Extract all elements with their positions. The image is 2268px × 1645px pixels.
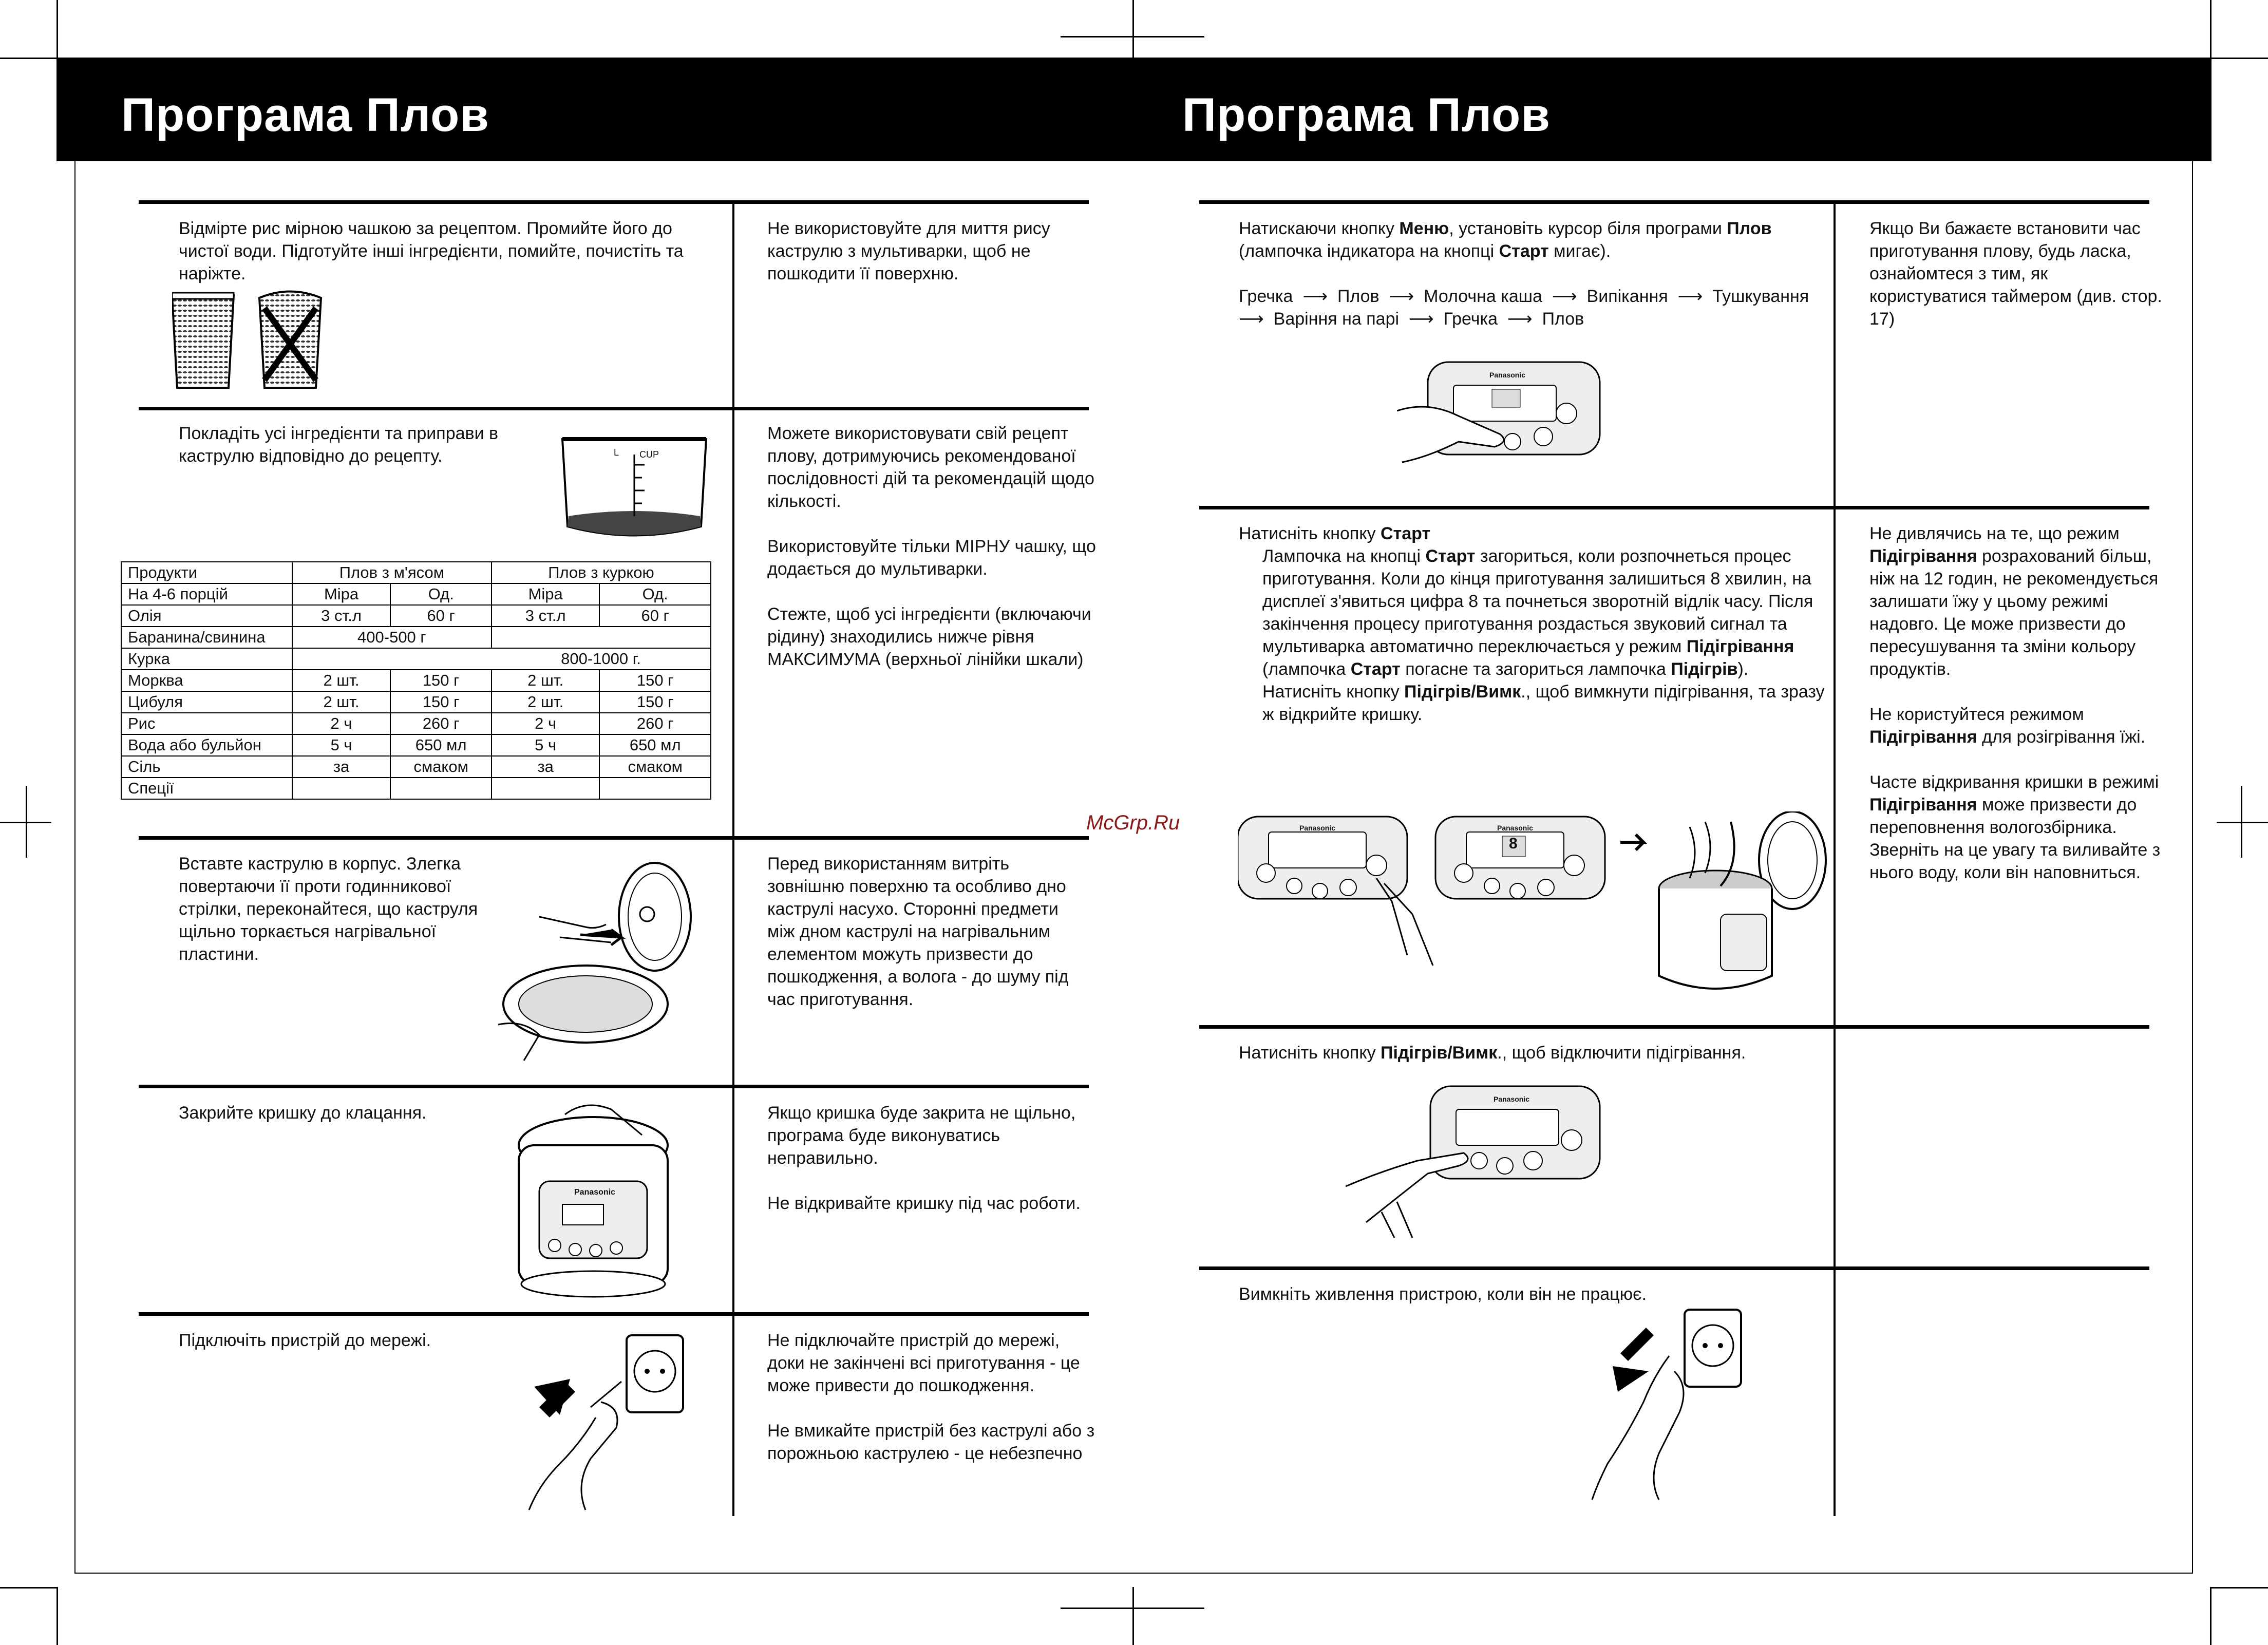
page-frame	[2192, 161, 2193, 1574]
step-text: Вставте каструлю в корпус. Злегка повертаючи її проти годинникової стрілки, переконайтеся, що каструля щільно торкається нагрівальної пластини.	[179, 854, 478, 964]
crop-mark	[1132, 1587, 1134, 1645]
text-run: Не дивлячись на те, що режим	[1869, 524, 2120, 543]
step-text	[1239, 1042, 1829, 1064]
table-cell: 60 г	[390, 605, 492, 627]
table-row	[121, 605, 711, 627]
table-cell: смаком	[599, 756, 711, 778]
table-cell: 5 ч	[492, 734, 599, 756]
table-row	[121, 627, 711, 648]
table-row	[121, 756, 711, 778]
arrow-icon: ⟶	[1547, 287, 1582, 306]
button-name: Старт	[1425, 546, 1476, 566]
note-paragraph	[1869, 703, 2162, 748]
table-cell: 260 г	[390, 713, 492, 734]
mode-name: Підігрівання	[1686, 637, 1794, 656]
pot-with-scale-illustration	[557, 434, 711, 542]
program-item: Випікання	[1586, 287, 1668, 306]
table-cell: Цибуля	[121, 691, 292, 713]
table-cell: 3 ст.л	[492, 605, 599, 627]
button-name: Підігрів/Вимк	[1404, 682, 1521, 702]
section-rule	[1199, 1025, 2149, 1029]
insert-pot-illustration	[493, 855, 709, 1071]
brand-label: Panasonic	[1489, 371, 1526, 379]
crop-mark	[1132, 0, 1134, 58]
note-paragraph: Стежте, щоб усі інгредієнти (включаючи рідину) знаходились нижче рівня МАКСИМУМА (верхньої лінійки шкали)	[767, 604, 1091, 669]
step-text: Вимкніть живлення пристрою, коли він не працює.	[1239, 1284, 1647, 1304]
crop-mark	[2212, 58, 2268, 59]
text-run: ., щоб відключити підігрівання.	[1497, 1043, 1746, 1063]
crop-mark	[2210, 1587, 2212, 1645]
table-cell: 650 мл	[390, 734, 492, 756]
arrow-icon: ⟶	[1404, 309, 1439, 329]
button-name: Старт	[1499, 241, 1549, 261]
text-run: ., щоб вимкнути підігрівання, та зразу ж відкрийте кришку.	[1262, 682, 1825, 724]
button-name: Старт	[1350, 659, 1401, 679]
step-note: Не використовуйте для миття рису каструлю з мультиварки, щоб не пошкодити її поверхню.	[767, 219, 1050, 283]
step-note	[1869, 522, 2162, 906]
section-rule	[1199, 200, 2149, 204]
lamp-name: Підігрів	[1671, 659, 1738, 679]
text-run: Натисніть кнопку	[1239, 524, 1381, 543]
table-cell: 3 ст.л	[292, 605, 391, 627]
table-cell	[492, 778, 599, 799]
note-paragraph: Можете використовувати свій рецепт плову, дотримуючись рекомендованої послідовності дій та рекомендацій щодо кількості.	[767, 424, 1094, 511]
step-text: Покладіть усі інгредієнти та приправи в каструлю відповідно до рецепту.	[179, 424, 499, 466]
crop-mark	[2217, 822, 2268, 823]
note-paragraph: Не вмикайте пристрій без каструлі або з порожньою каструлею - це небезпечно	[767, 1421, 1095, 1463]
program-name: Плов	[1727, 219, 1772, 238]
note-paragraph: Не відкривайте кришку під час роботи.	[767, 1194, 1081, 1213]
program-item: Гречка	[1239, 287, 1293, 306]
table-row	[121, 670, 711, 691]
column-divider-left	[732, 201, 734, 1516]
table-cell: 150 г	[390, 670, 492, 691]
program-item: Гречка	[1443, 309, 1498, 329]
text-run: Лампочка на кнопці	[1262, 546, 1426, 566]
crop-mark	[2241, 786, 2242, 858]
section-rule	[1199, 1266, 2149, 1270]
table-row	[121, 691, 711, 713]
table-cell: 150 г	[390, 691, 492, 713]
crop-mark	[56, 1587, 58, 1645]
note-paragraph	[1869, 522, 2162, 680]
unplug-illustration	[1577, 1299, 1746, 1505]
arrow-icon: ⟶	[1239, 309, 1269, 329]
section-rule	[139, 407, 1089, 410]
program-item: Плов	[1542, 309, 1584, 329]
step-note	[767, 422, 1096, 693]
section-rule	[139, 1312, 1089, 1316]
table-cell: 2 шт.	[292, 691, 391, 713]
text-run: ). Натисніть кнопку	[1262, 659, 1749, 702]
table-header-cell: На 4-6 порцій	[121, 583, 292, 605]
table-header-row	[121, 562, 711, 583]
crop-mark	[2210, 0, 2212, 58]
table-header-cell: Од.	[599, 583, 711, 605]
table-row	[121, 648, 711, 670]
text-run: Часте відкривання кришки в режимі	[1869, 772, 2159, 792]
table-cell: Спеції	[121, 778, 292, 799]
mode-name: Підігрівання	[1869, 727, 1977, 747]
table-cell: смаком	[390, 756, 492, 778]
crop-mark	[0, 58, 56, 59]
table-cell	[390, 778, 492, 799]
table-cell: за	[492, 756, 599, 778]
program-sequence	[1239, 285, 1829, 330]
button-name: Підігрів/Вимк	[1381, 1043, 1498, 1063]
rice-bowls-illustration	[172, 288, 342, 390]
brand-label: Panasonic	[1494, 1095, 1530, 1103]
table-cell: 150 г	[599, 670, 711, 691]
table-cell: за	[292, 756, 391, 778]
column-divider-right	[1834, 201, 1836, 1516]
step-text	[1239, 522, 1829, 726]
text-run: погасне та загориться лампочка	[1400, 659, 1671, 679]
table-cell	[492, 627, 711, 648]
arrow-icon: ⟶	[1384, 287, 1419, 306]
page-frame	[74, 1573, 2193, 1574]
table-cell: 2 ч	[492, 713, 599, 734]
table-cell: 5 ч	[292, 734, 391, 756]
table-row	[121, 778, 711, 799]
table-row	[121, 713, 711, 734]
note-paragraph: Не підключайте пристрій до мережі, доки не закінчені всі приготування - це може привести до пошкодження.	[767, 1331, 1080, 1395]
section-rule	[139, 1085, 1089, 1088]
arrow-icon: ⟶	[1502, 309, 1538, 329]
step-note	[767, 1102, 1096, 1237]
table-cell: Сіль	[121, 756, 292, 778]
program-item: Молочна каша	[1424, 287, 1542, 306]
arrow-icon: ⟶	[1673, 287, 1708, 306]
pot-scale-label-cup: CUP	[639, 449, 659, 460]
arrow-icon: ⟶	[1297, 287, 1333, 306]
button-name: Меню	[1399, 219, 1449, 238]
brand-label: Panasonic	[574, 1188, 616, 1197]
control-panel-menu-press-illustration	[1397, 360, 1602, 478]
crop-mark	[56, 0, 58, 58]
table-cell	[292, 648, 492, 670]
mode-name: Підігрівання	[1869, 795, 1977, 815]
step-note	[767, 1329, 1096, 1487]
text-run: може призвести до переповнення вологозбірника. Зверніть на це увагу та виливайте з нього воду, коли він наповниться.	[1869, 795, 2161, 882]
table-header-cell: Міра	[492, 583, 599, 605]
button-name: Старт	[1381, 524, 1431, 543]
note-paragraph: Якщо кришка буде закрита не щільно, програма буде виконуватись неправильно.	[767, 1103, 1076, 1168]
brand-label: Panasonic	[1497, 824, 1534, 832]
text-run: мигає).	[1548, 241, 1611, 261]
table-cell: Олія	[121, 605, 292, 627]
page-frame	[74, 161, 75, 1574]
table-header-cell: Од.	[390, 583, 492, 605]
start-press-illustration	[1238, 811, 1828, 1007]
display-digit: 8	[1509, 835, 1518, 852]
keep-warm-press-illustration	[1346, 1084, 1602, 1243]
table-cell: 400-500 г	[292, 627, 492, 648]
table-cell	[292, 778, 391, 799]
table-cell: Баранина/свинина	[121, 627, 292, 648]
table-cell: Рис	[121, 713, 292, 734]
mode-name: Підігрівання	[1869, 546, 1977, 566]
watermark: McGrp.Ru	[1086, 811, 1180, 834]
page-title-right: Програма Плов	[1182, 89, 1551, 141]
table-header-cell: Плов з куркою	[492, 562, 711, 583]
ingredients-table	[121, 561, 711, 800]
table-cell: 260 г	[599, 713, 711, 734]
text-run: Не користуйтеся режимом	[1869, 705, 2084, 724]
step-text: Відмірте рис мірною чашкою за рецептом. Промийте його до чистої води. Підготуйте інші інгредієнти, помийте, почистіть та наріжте.	[179, 219, 684, 283]
crop-mark	[2212, 1587, 2268, 1589]
program-item: Тушкування	[1712, 287, 1809, 306]
section-rule	[139, 200, 1089, 204]
table-cell: 60 г	[599, 605, 711, 627]
step-detail	[1239, 545, 1829, 726]
plug-in-illustration	[519, 1330, 688, 1515]
note-paragraph	[1869, 771, 2162, 884]
header-bar	[56, 58, 2212, 161]
text-run: (лампочка	[1262, 659, 1351, 679]
text-run: Натискаючи кнопку	[1239, 219, 1400, 238]
text-run: , установіть курсор біля програми	[1449, 219, 1727, 238]
table-cell: 650 мл	[599, 734, 711, 756]
table-cell: Морква	[121, 670, 292, 691]
table-header-cell: Міра	[292, 583, 391, 605]
table-cell: 2 шт.	[292, 670, 391, 691]
pot-scale-label-l: L	[614, 447, 619, 458]
brand-label: Panasonic	[1299, 824, 1336, 832]
table-cell: Курка	[121, 648, 292, 670]
section-rule	[1199, 506, 2149, 509]
crop-mark	[0, 1587, 56, 1589]
step-text: Закрийте кришку до клацання.	[179, 1103, 427, 1123]
table-header-cell: Продукти	[121, 562, 292, 583]
note-paragraph: Використовуйте тільки МІРНУ чашку, що додається до мультиварки.	[767, 537, 1096, 579]
table-cell	[599, 778, 711, 799]
step-note: Перед використанням витріть зовнішню поверхню та особливо дно каструлі насухо. Сторонні предмети між дном каструлі на нагрівальним елементом можуть призвести до пошкодження, а волога - до шуму під час приготування.	[767, 854, 1069, 1009]
table-cell: 800-1000 г.	[492, 648, 711, 670]
table-cell: 2 шт.	[492, 670, 599, 691]
table-cell: Вода або бульйон	[121, 734, 292, 756]
program-item: Плов	[1337, 287, 1379, 306]
text-run: загориться, коли розпочнеться процес приготування. Коли до кінця приготування залишиться 8 хвилин, на дисплеї з'явиться цифра 8 та почнеться зворотній відлік часу. Після закінчення процесу приготування роздасться звуковий сигнал та мультиварка автоматично переключається у режим	[1262, 546, 1813, 656]
text-run: розрахований більш, ніж на 12 годин, не рекомендується залишати їжу у цьому режимі надовго. Це може призвести до пересушування та зміни кольору продуктів.	[1869, 546, 2159, 679]
step-text: Підключіть пристрій до мережі.	[179, 1331, 431, 1350]
table-cell: 150 г	[599, 691, 711, 713]
section-rule	[139, 836, 1089, 840]
table-cell: 2 шт.	[492, 691, 599, 713]
close-lid-cooker-illustration	[514, 1104, 673, 1299]
table-row	[121, 734, 711, 756]
text-run: Натисніть кнопку	[1239, 1043, 1381, 1063]
table-cell: 2 ч	[292, 713, 391, 734]
step-text	[1239, 217, 1829, 262]
text-run: (лампочка індикатора на кнопці	[1239, 241, 1499, 261]
crop-mark	[26, 786, 27, 858]
page-title-left: Програма Плов	[121, 89, 489, 141]
program-item: Варіння на парі	[1273, 309, 1400, 329]
table-header-row	[121, 583, 711, 605]
step-note: Якщо Ви бажаєте встановити час приготування плову, будь ласка, ознайомтеся з тим, як користуватися таймером (див. стор. 17)	[1869, 219, 2162, 329]
text-run: для розігрівання їжі.	[1977, 727, 2146, 747]
table-header-cell: Плов з м'ясом	[292, 562, 492, 583]
